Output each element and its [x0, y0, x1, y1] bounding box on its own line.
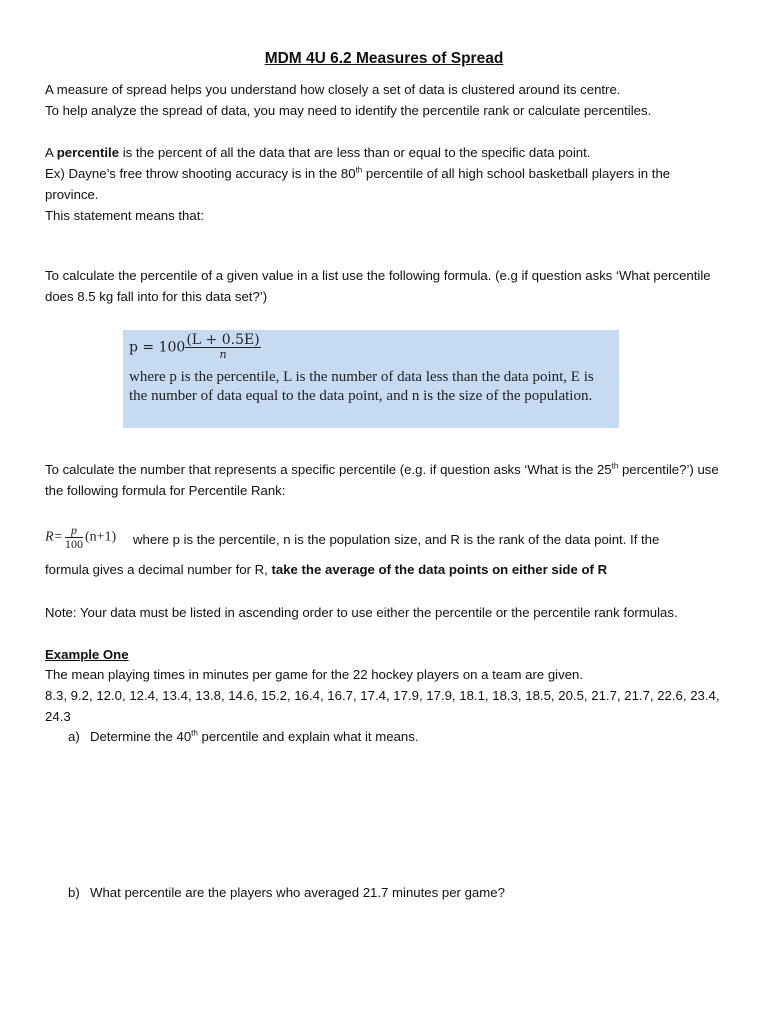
question-b — [68, 882, 505, 903]
percentile-term: percentile — [56, 145, 120, 160]
example-one-heading: Example One — [45, 647, 129, 662]
rank-formula-fraction — [65, 524, 83, 551]
rank-formula-rhs: (n+1) — [85, 529, 117, 545]
percentile-formula — [129, 334, 261, 361]
calc-rank-part-1: To calculate the number that represents a specific percentile (e.g. if question asks ‘What is the 25 — [45, 462, 612, 477]
calc-rank-part-2: percentile?’) use the following formula for Percentile Rank: — [45, 462, 719, 498]
rank-line-2-bold: take the average of the data points on either side of R — [271, 562, 608, 577]
rank-formula-lhs: R= — [45, 529, 63, 545]
percentile-definition — [45, 142, 725, 163]
ordering-note: Note: Your data must be listed in ascending order to use either the percentile or the percentile rank formulas. — [45, 605, 678, 620]
intro-line-2: To help analyze the spread of data, you may need to identify the percentile rank or calculate percentiles. — [45, 103, 652, 118]
question-a-part-1: Determine the 40 — [90, 729, 192, 744]
definition-prefix: A — [45, 145, 57, 160]
example-one-description: The mean playing times in minutes per game for the 22 hockey players on a team are given. — [45, 667, 584, 682]
rank-formula-explanation: where p is the percentile, n is the population size, and R is the rank of the data point. If the — [133, 532, 660, 547]
formula-numerator: (L + 0.5E) — [186, 332, 260, 348]
formula-explanation: where p is the percentile, L is the number of data less than the data point, E is the number of data equal to the data point, and n is the size of the population. — [129, 369, 594, 404]
rank-formula-line-2 — [45, 559, 725, 580]
question-b-label: b) — [68, 885, 80, 900]
formula-fraction — [185, 334, 260, 361]
example-superscript: th — [355, 165, 363, 175]
formula-denominator: n — [219, 348, 227, 361]
percentile-formula-box — [123, 330, 619, 428]
rank-formula-numerator: p — [65, 524, 83, 538]
question-a-superscript: th — [191, 728, 198, 738]
question-a — [68, 726, 419, 747]
calc-rank-superscript: th — [611, 461, 619, 471]
example-one-data: 8.3, 9.2, 12.0, 12.4, 13.4, 13.8, 14.6, 15.2, 16.4, 16.7, 17.4, 17.9, 17.9, 18.1, 18.3, 18.5, 20.5, 21.7, 21.7, 22.6, 23.4, 24.3 — [45, 688, 720, 724]
statement-meaning: This statement means that: — [45, 208, 205, 223]
page-title: MDM 4U 6.2 Measures of Spread — [264, 50, 504, 67]
calc-percentile-text: To calculate the percentile of a given value in a list use the following formula. (e.g if question asks ‘What percentile does 8.5 kg fall into for this data set?’) — [45, 268, 711, 304]
question-b-text: What percentile are the players who averaged 21.7 minutes per game? — [90, 885, 505, 900]
formula-lhs: p = 100 — [129, 339, 186, 356]
question-a-part-2: percentile and explain what it means. — [197, 729, 419, 744]
rank-formula — [45, 524, 116, 551]
intro-line-1: A measure of spread helps you understand how closely a set of data is clustered around its centre. — [45, 82, 621, 97]
example-part-2: percentile of all high school basketball players in the province. — [45, 166, 671, 202]
question-a-label: a) — [68, 729, 80, 744]
definition-rest: is the percent of all the data that are less than or equal to the specific data point. — [119, 145, 591, 160]
rank-formula-denominator: 100 — [65, 537, 83, 551]
calc-rank-text — [45, 459, 725, 501]
percentile-example — [45, 163, 725, 205]
rank-line-2-plain: formula gives a decimal number for R, — [45, 562, 272, 577]
example-part-1: Ex) Dayne’s free throw shooting accuracy is in the 80 — [45, 166, 356, 181]
